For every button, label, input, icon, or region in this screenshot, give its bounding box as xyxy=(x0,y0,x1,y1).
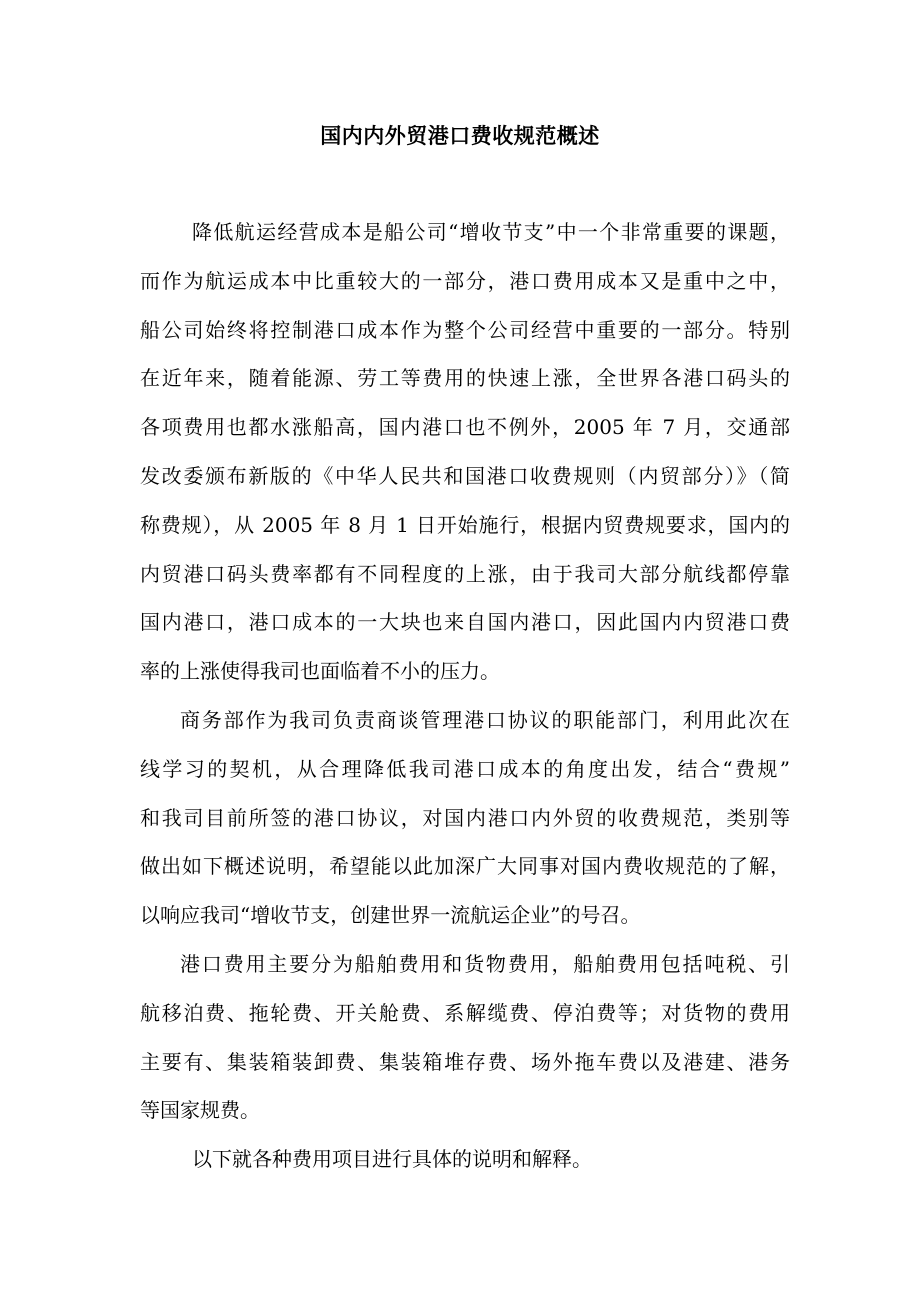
document-title: 国内内外贸港口费收规范概述 xyxy=(320,123,600,148)
paragraph-line: 港口费用主要分为船舶费用和货物费用，船舶费用包括吨税、引 xyxy=(180,951,790,976)
paragraph-line: 国内港口，港口成本的一大块也来自国内港口，因此国内内贸港口费 xyxy=(140,610,790,635)
paragraph-line: 商务部作为我司负责商谈管理港口协议的职能部门，利用此次在 xyxy=(180,707,790,732)
paragraph xyxy=(140,700,790,944)
paragraph-line: 以响应我司“增收节支，创建世界一流航运企业”的号召。 xyxy=(140,903,641,928)
paragraph-line: 主要有、集装箱装卸费、集装箱堆存费、场外拖车费以及港建、港务 xyxy=(140,1049,790,1074)
paragraph-line: 线学习的契机，从合理降低我司港口成本的角度出发，结合“费规” xyxy=(140,756,790,781)
paragraph-line: 降低航运经营成本是船公司“增收节支”中一个非常重要的课题， xyxy=(192,220,790,244)
paragraph-line: 称费规），从 2005 年 8 月 1 日开始施行，根据内贸费规要求，国内的 xyxy=(140,512,790,537)
document-body xyxy=(140,212,790,1188)
paragraph-line: 和我司目前所签的港口协议，对国内港口内外贸的收费规范，类别等 xyxy=(140,805,790,830)
paragraph-line: 发改委颁布新版的《中华人民共和国港口收费规则（内贸部分）》（简 xyxy=(140,463,790,488)
paragraph-line: 等国家规费。 xyxy=(140,1098,260,1123)
paragraph-line: 做出如下概述说明，希望能以此加深广大同事对国内费收规范的了解， xyxy=(140,854,790,879)
paragraph-line: 内贸港口码头费率都有不同程度的上涨，由于我司大部分航线都停靠 xyxy=(140,561,790,586)
paragraph xyxy=(140,1139,790,1188)
paragraph-line: 率的上涨使得我司也面临着不小的压力。 xyxy=(140,659,500,684)
paragraph-line: 航移泊费、拖轮费、开关舱费、系解缆费、停泊费等；对货物的费用 xyxy=(140,1000,790,1025)
paragraph-line: 在近年来，随着能源、劳工等费用的快速上涨，全世界各港口码头的 xyxy=(140,366,790,391)
paragraph-line: 船公司始终将控制港口成本作为整个公司经营中重要的一部分。特别 xyxy=(140,317,790,342)
paragraph-line: 以下就各种费用项目进行具体的说明和解释。 xyxy=(192,1147,592,1172)
paragraph xyxy=(140,944,790,1139)
paragraph-line: 而作为航运成本中比重较大的一部分，港口费用成本又是重中之中， xyxy=(140,268,790,293)
paragraph-line: 各项费用也都水涨船高，国内港口也不例外，2005 年 7 月，交通部 xyxy=(140,415,790,440)
paragraph xyxy=(140,212,790,700)
